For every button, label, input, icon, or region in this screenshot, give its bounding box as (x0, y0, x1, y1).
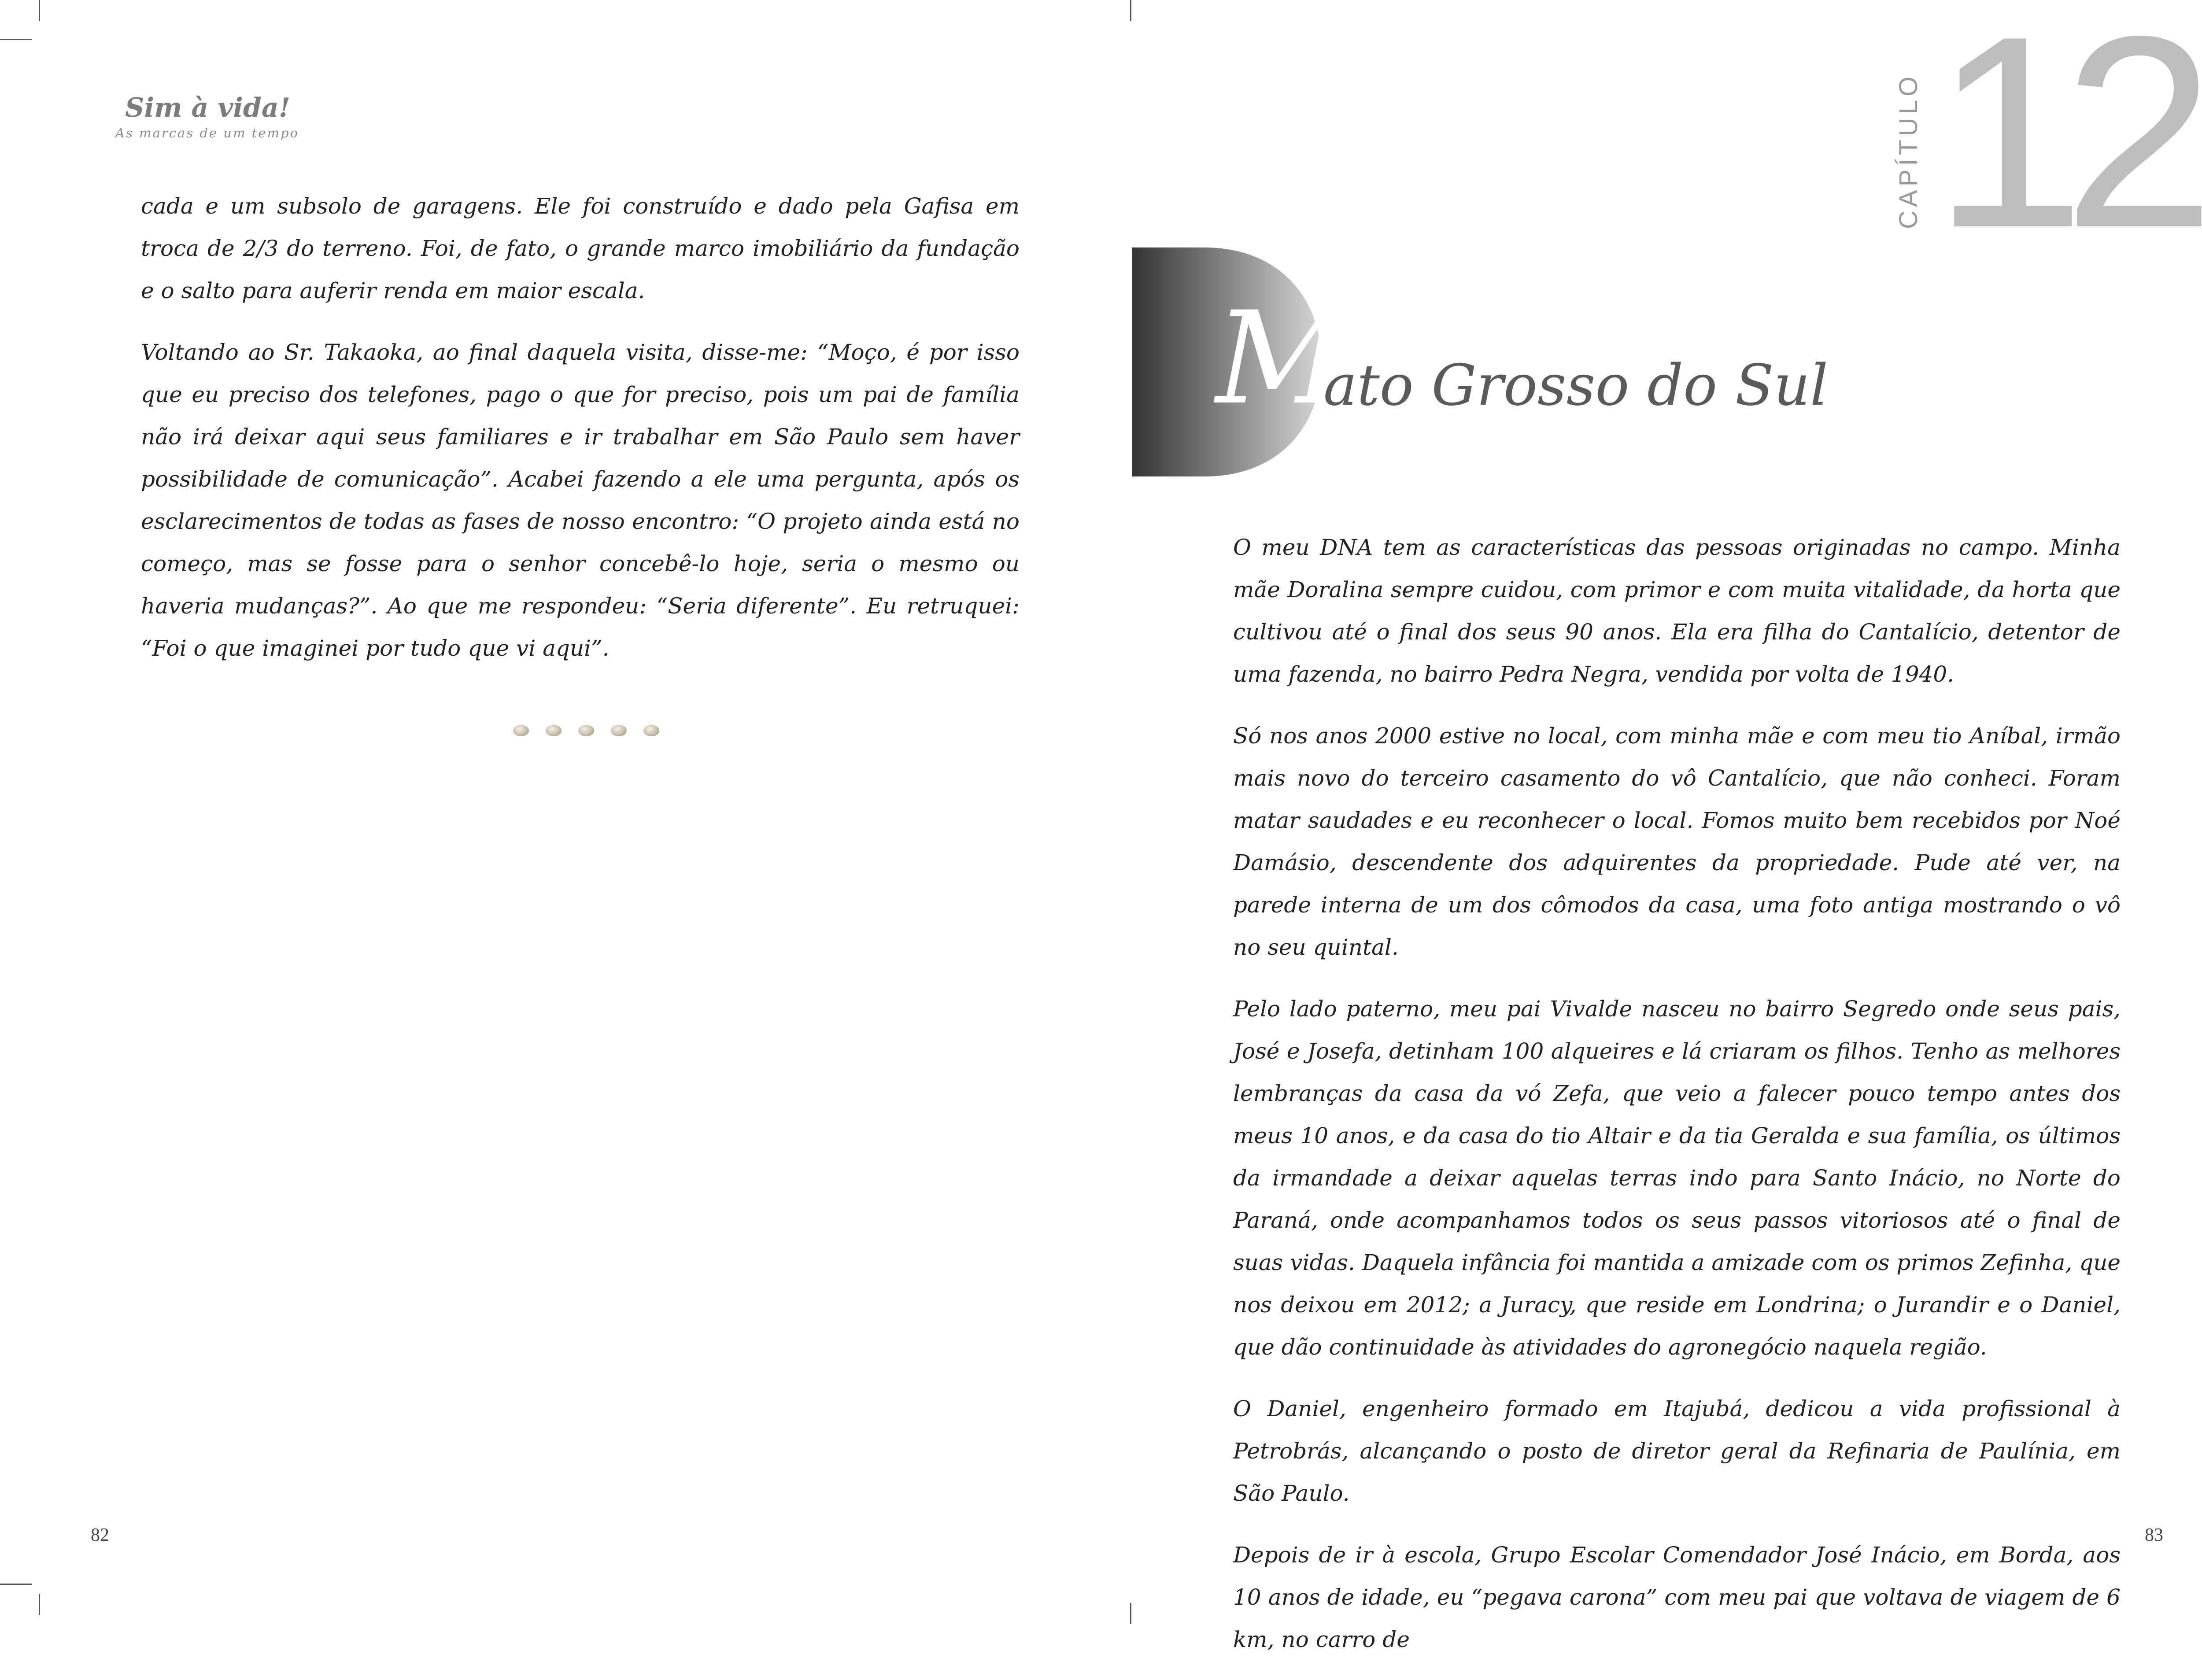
crop-mark (39, 1594, 40, 1615)
paragraph: Depois de ir à escola, Grupo Escolar Comendador José Inácio, em Borda, aos 10 anos de idade, eu “pegava carona” com meu pai que voltava de viagem de 6 km, no carro de (1233, 1542, 2121, 1652)
crop-mark (0, 1584, 32, 1585)
book-title: Sim à vida! (125, 92, 291, 123)
right-page-body (1233, 526, 2121, 1680)
divider-dot (611, 725, 627, 736)
chapter-title: ato Grosso do Sul (1323, 353, 1828, 418)
book-subtitle: As marcas de um tempo (115, 126, 299, 140)
divider-dot (513, 725, 529, 736)
running-header (115, 92, 299, 140)
divider-dot (643, 725, 659, 736)
chapter-number: 12 (1933, 0, 2193, 284)
left-page-body (141, 185, 1020, 689)
divider-dot (546, 725, 562, 736)
chapter-label: CAPÍTULO (1894, 73, 1923, 229)
drop-cap: M (1216, 284, 1346, 433)
paragraph: O Daniel, engenheiro formado em Itajubá, dedicou a vida profissional à Petrobrás, alcançando o posto de diretor geral da Refinaria de Paulínia, em São Paulo. (1233, 1396, 2121, 1506)
section-divider (513, 725, 659, 736)
paragraph: Pelo lado paterno, meu pai Vivalde nasceu no bairro Segredo onde seus pais, José e Josefa, detinham 100 alqueires e lá criaram os filhos. Tenho as melhores lembranças da casa da vó Zefa, que veio a falecer pouco tempo antes dos meus 10 anos, e da casa do tio Altair e da tia Geralda e sua família, os últimos da irmandade a deixar aquelas terras indo para Santo Inácio, no Norte do Paraná, onde acompanhamos todos os seus passos vitoriosos até o final de suas vidas. Daquela infância foi mantida a amizade com os primos Zefinha, que nos deixou em 2012; a Juracy, que reside em Londrina; o Jurandir e o Daniel, que dão continuidade às atividades do agronegócio naquela região. (1233, 996, 2121, 1360)
paragraph: cada e um subsolo de garagens. Ele foi construído e dado pela Gafisa em troca de 2/3 do terreno. Foi, de fato, o grande marco imobiliário da fundação e o salto para auferir renda em maior escala. (141, 193, 1020, 303)
divider-dot (578, 725, 594, 736)
crop-mark (1130, 1603, 1131, 1624)
page-number-right: 83 (2145, 1525, 2163, 1545)
paragraph: Só nos anos 2000 estive no local, com minha mãe e com meu tio Aníbal, irmão mais novo do terceiro casamento do vô Cantalício, que não conheci. Foram matar saudades e eu reconhecer o local. Fomos muito bem recebidos por Noé Damásio, descendente dos adquirentes da propriedade. Pude até ver, na parede interna de um dos cômodos da casa, uma foto antiga mostrando o vô no seu quintal. (1233, 723, 2121, 960)
crop-mark (1130, 0, 1131, 21)
paragraph: O meu DNA tem as características das pessoas originadas no campo. Minha mãe Doralina sempre cuidou, com primor e com muita vitalidade, da horta que cultivou até o final dos seus 90 anos. Ela era filha do Cantalício, detentor de uma fazenda, no bairro Pedra Negra, vendida por volta de 1940. (1233, 535, 2121, 687)
crop-mark (39, 0, 40, 21)
page-number-left: 82 (91, 1525, 109, 1545)
paragraph: Voltando ao Sr. Takaoka, ao final daquela visita, disse-me: “Moço, é por isso que eu preciso dos telefones, pago o que for preciso, pois um pai de família não irá deixar aqui seus familiares e ir trabalhar em São Paulo sem haver possibilidade de comunicação”. Acabei fazendo a ele uma pergunta, após os esclarecimentos de todas as fases de nosso encontro: “O projeto ainda está no começo, mas se fosse para o senhor concebê-lo hoje, seria o mesmo ou haveria mudanças?”. Ao que me respondeu: “Seria diferente”. Eu retruquei: “Foi o que imaginei por tudo que vi aqui”. (141, 340, 1020, 661)
crop-mark (0, 39, 32, 40)
